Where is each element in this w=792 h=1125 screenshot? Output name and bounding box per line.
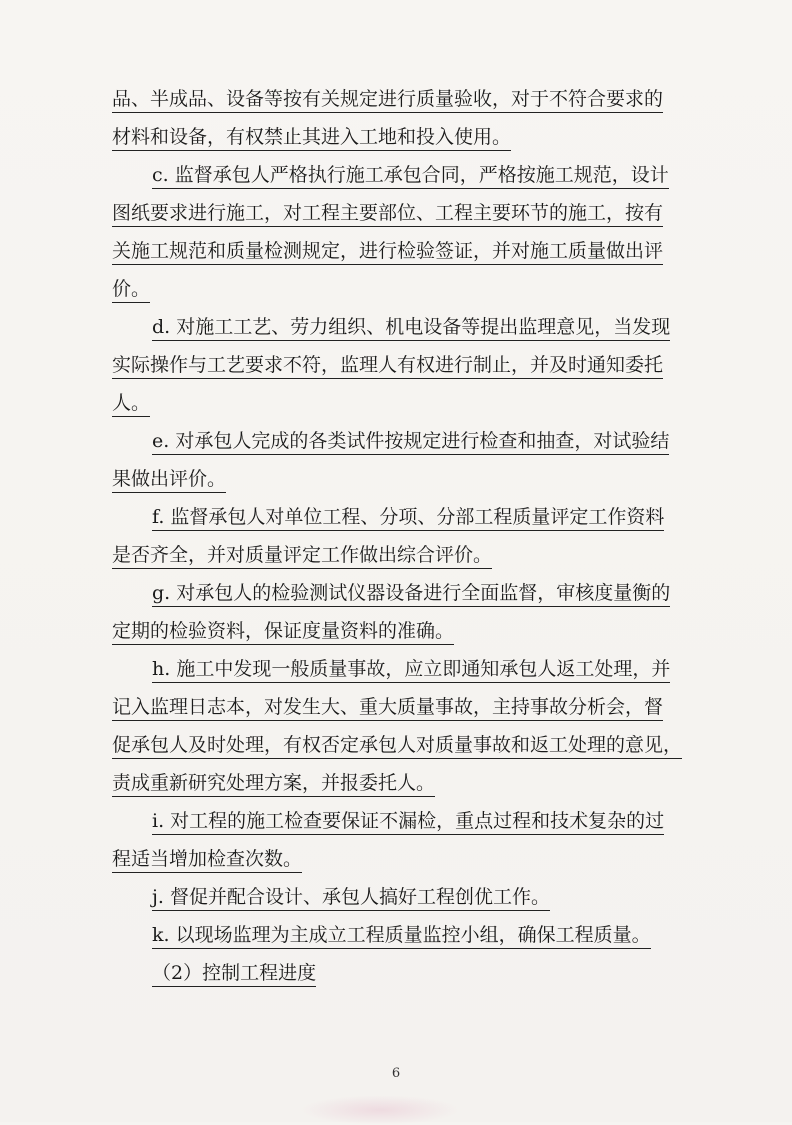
text-line: 程适当增加检查次数。 [112, 840, 712, 878]
text-line: 实际操作与工艺要求不符，监理人有权进行制止，并及时通知委托 [112, 346, 712, 384]
text-line: e. 对承包人完成的各类试件按规定进行检查和抽查，对试验结 [112, 422, 712, 460]
text-line: 材料和设备，有权禁止其进入工地和投入使用。 [112, 118, 712, 156]
text-line: 图纸要求进行施工，对工程主要部位、工程主要环节的施工，按有 [112, 194, 712, 232]
text-line: f. 监督承包人对单位工程、分项、分部工程质量评定工作资料 [112, 498, 712, 536]
text-line: 价。 [112, 270, 712, 308]
text-line: 记入监理日志本，对发生大、重大质量事故，主持事故分析会，督 [112, 688, 712, 726]
body-text [112, 80, 712, 992]
text-line: i. 对工程的施工检查要保证不漏检，重点过程和技术复杂的过 [112, 802, 712, 840]
text-line: 关施工规范和质量检测规定，进行检验签证，并对施工质量做出评 [112, 232, 712, 270]
text-line: 责成重新研究处理方案，并报委托人。 [112, 764, 712, 802]
text-line: d. 对施工工艺、劳力组织、机电设备等提出监理意见，当发现 [112, 308, 712, 346]
text-line: k. 以现场监理为主成立工程质量监控小组，确保工程质量。 [112, 916, 712, 954]
text-line: g. 对承包人的检验测试仪器设备进行全面监督，审核度量衡的 [112, 574, 712, 612]
section-heading: （2）控制工程进度 [112, 954, 712, 992]
page-number: 6 [391, 1066, 401, 1081]
text-line: 品、半成品、设备等按有关规定进行质量验收，对于不符合要求的 [112, 80, 712, 118]
paper-stain [300, 1095, 460, 1125]
text-line: 是否齐全，并对质量评定工作做出综合评价。 [112, 536, 712, 574]
text-line: 促承包人及时处理，有权否定承包人对质量事故和返工处理的意见， [112, 726, 712, 764]
text-line: 人。 [112, 384, 712, 422]
text-line: h. 施工中发现一般质量事故，应立即通知承包人返工处理，并 [112, 650, 712, 688]
text-line: 果做出评价。 [112, 460, 712, 498]
text-line: j. 督促并配合设计、承包人搞好工程创优工作。 [112, 878, 712, 916]
text-line: c. 监督承包人严格执行施工承包合同，严格按施工规范，设计 [112, 156, 712, 194]
text-line: 定期的检验资料，保证度量资料的准确。 [112, 612, 712, 650]
